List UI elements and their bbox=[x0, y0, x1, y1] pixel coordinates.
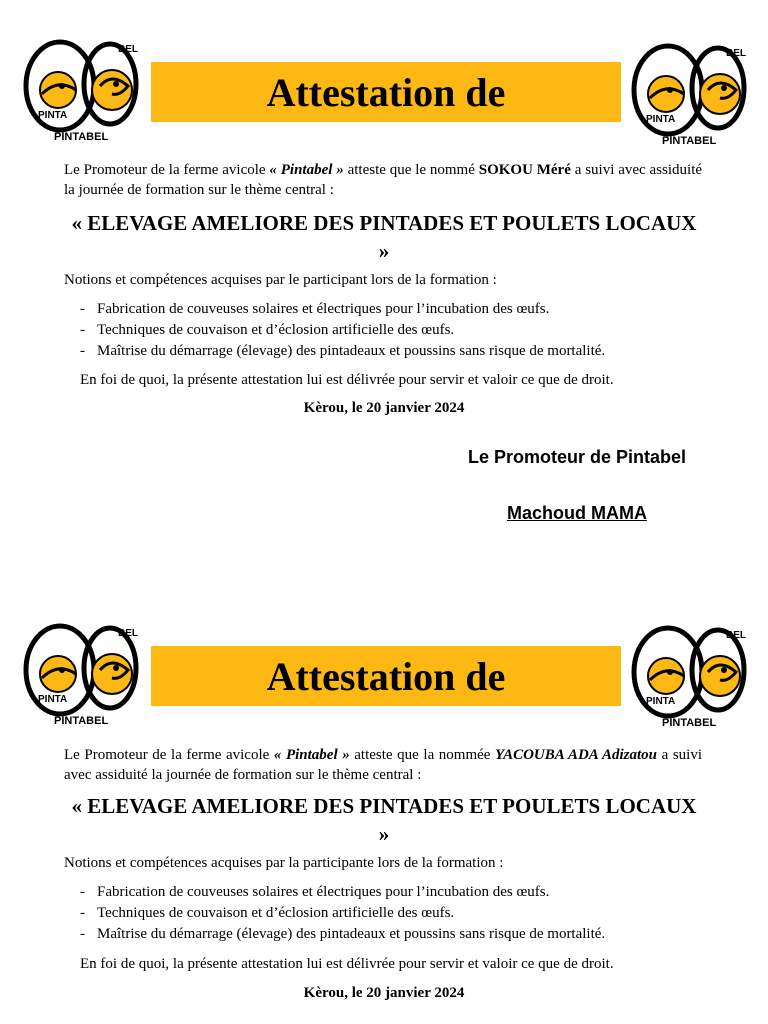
skill-item: - Maîtrise du démarrage (élevage) des pintadeaux et poussins sans risque de mortalité. bbox=[80, 343, 606, 359]
title-banner bbox=[151, 646, 621, 706]
date-place: Kèrou, le 20 janvier 2024 bbox=[303, 985, 465, 1001]
pintabel-logo-graphic bbox=[628, 624, 748, 734]
svg-text:BEL: BEL bbox=[118, 628, 138, 639]
closing-statement: En foi de quoi, la présente attestation lui est délivrée pour servir et valoir ce que de droit. bbox=[80, 372, 614, 388]
date-place: Kèrou, le 20 janvier 2024 bbox=[303, 400, 465, 416]
person-name: YACOUBA ADA Adizatou bbox=[495, 747, 658, 763]
pintabel-logo-right bbox=[628, 624, 748, 734]
intro-paragraph: Le Promoteur de la ferme avicole « Pintabel » atteste que la nommée YACOUBA ADA Adizatou a suivi avec assiduité la journée de formation sur le thème central : bbox=[64, 747, 702, 783]
notions-heading: Notions et compétences acquises par le participant lors de la formation : bbox=[64, 272, 497, 288]
person-name: SOKOU Méré bbox=[478, 162, 571, 178]
skills-list bbox=[80, 882, 605, 945]
signatory-name: Machoud MAMA bbox=[507, 503, 647, 523]
svg-text:PINTABEL: PINTABEL bbox=[54, 131, 109, 143]
svg-text:BEL: BEL bbox=[726, 48, 746, 59]
skill-item: - Fabrication de couveuses solaires et électriques pour l’incubation des œufs. bbox=[80, 301, 550, 317]
training-theme: « ELEVAGE AMELIORE DES PINTADES ET POULETS LOCAUX » bbox=[71, 794, 697, 846]
skill-item: - Techniques de couvaison et d’éclosion artificielle des œufs. bbox=[80, 905, 455, 921]
farm-name: « Pintabel » bbox=[273, 747, 350, 763]
skill-item: - Maîtrise du démarrage (élevage) des pintadeaux et poussins sans risque de mortalité. bbox=[80, 926, 606, 942]
training-theme: « ELEVAGE AMELIORE DES PINTADES ET POULETS LOCAUX » bbox=[71, 211, 697, 263]
svg-text:PINTABEL: PINTABEL bbox=[54, 715, 109, 727]
svg-text:PINTA: PINTA bbox=[38, 694, 68, 705]
intro-paragraph: Le Promoteur de la ferme avicole « Pintabel » atteste que le nommé SOKOU Méré a suivi avec assiduité la journée de formation sur le thème central : bbox=[64, 162, 703, 198]
closing-statement: En foi de quoi, la présente attestation lui est délivrée pour servir et valoir ce que de droit. bbox=[80, 956, 614, 972]
banner-title: Attestation de bbox=[266, 653, 506, 699]
skill-item: - Techniques de couvaison et d’éclosion artificielle des œufs. bbox=[80, 322, 455, 338]
signatory-title: Le Promoteur de Pintabel bbox=[468, 447, 687, 467]
svg-text:PINTABEL: PINTABEL bbox=[662, 717, 717, 729]
banner-title: Attestation de bbox=[266, 69, 506, 115]
svg-text:BEL: BEL bbox=[118, 44, 138, 55]
svg-text:PINTA: PINTA bbox=[38, 110, 68, 121]
pintabel-logo-graphic bbox=[20, 622, 140, 732]
notions-heading: Notions et compétences acquises par la participante lors de la formation : bbox=[64, 855, 504, 871]
svg-text:PINTA: PINTA bbox=[646, 696, 676, 707]
skill-item: - Fabrication de couveuses solaires et électriques pour l’incubation des œufs. bbox=[80, 884, 550, 900]
pintabel-logo-left bbox=[20, 622, 140, 732]
svg-text:PINTABEL: PINTABEL bbox=[662, 135, 717, 147]
farm-name: « Pintabel » bbox=[269, 162, 344, 178]
svg-text:BEL: BEL bbox=[726, 630, 746, 641]
svg-text:PINTA: PINTA bbox=[646, 114, 676, 125]
